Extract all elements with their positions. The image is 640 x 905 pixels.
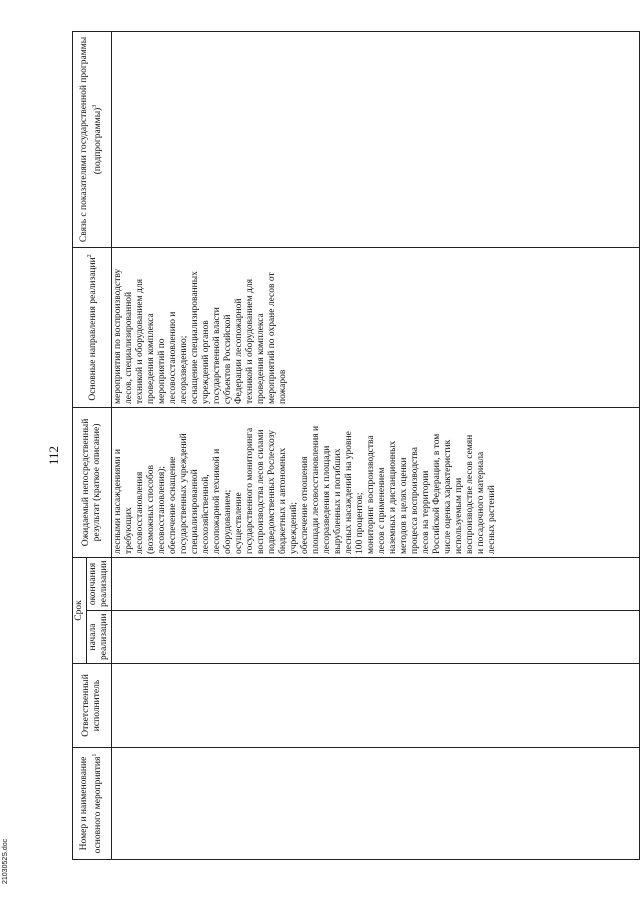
cell-main-directions: мероприятия по воспроизводству лесов, специализированной техникой и оборудованием для проведения комплекса мероприятий по лесовосстановлению и лесоразведению; оснащение специализированных учреждений органов государственной власти субъектов Российской Федерации лесопожарной техникой и оборудованием для проведения комплекса мероприятий по охране лесов от пожаров <box>112 247 640 407</box>
cell-indicators-link <box>112 31 640 247</box>
doc-code: 2103052S.doc <box>2 838 9 884</box>
header-row <box>73 31 87 859</box>
header-term-end: окончания реализации <box>87 557 112 610</box>
header-term: Срок <box>73 557 87 663</box>
cell-expected-result: лесными насаждениями и требующих лесовосстановления (возможных способов лесовосстановления); обеспечение оснащение государственных учреждений специализированной лесохозяйственной, лесопожарной техникой и оборудованием; осуществление государственного мониторинга воспроизводства лесов силами подведомственных Рослесхозу бюджетных и автономных учреждений; обеспечение отношения площади лесовосстановления и лесоразведения к площади вырубленных и погибших лесных насаждений на уровне 100 процентов; мониторинг воспроизводства лесов с применением наземных и дистанционных методов в целях оценки процесса воспроизводства лесов на территории Российской Федерации, в том числе оценка характеристик используемым при воспроизводстве лесов семян и посадочного материала лесных растений <box>112 407 640 557</box>
cell-executor <box>112 664 640 748</box>
header-executor: Ответственный исполнитель <box>73 664 112 748</box>
header-measure: Номер и наименование основного мероприятия$^1$ <box>73 748 112 860</box>
page-number: 112 <box>46 445 61 465</box>
header-main-directions: Основные направления реализации$^2$ <box>73 247 112 407</box>
cell-measure <box>112 748 640 860</box>
header-term-start: начала реализации <box>87 611 112 664</box>
table-row <box>112 31 640 859</box>
rotated-landscape-sheet <box>42 32 608 860</box>
cell-term-end <box>112 557 640 610</box>
cell-term-start <box>112 611 640 664</box>
header-indicators-link: Связь с показателями государственной программы (подпрограммы)$^3$ <box>73 31 112 247</box>
header-expected-result: Ожидаемый непосредственный результат (краткое описание) <box>73 407 112 557</box>
measures-table <box>72 31 640 860</box>
